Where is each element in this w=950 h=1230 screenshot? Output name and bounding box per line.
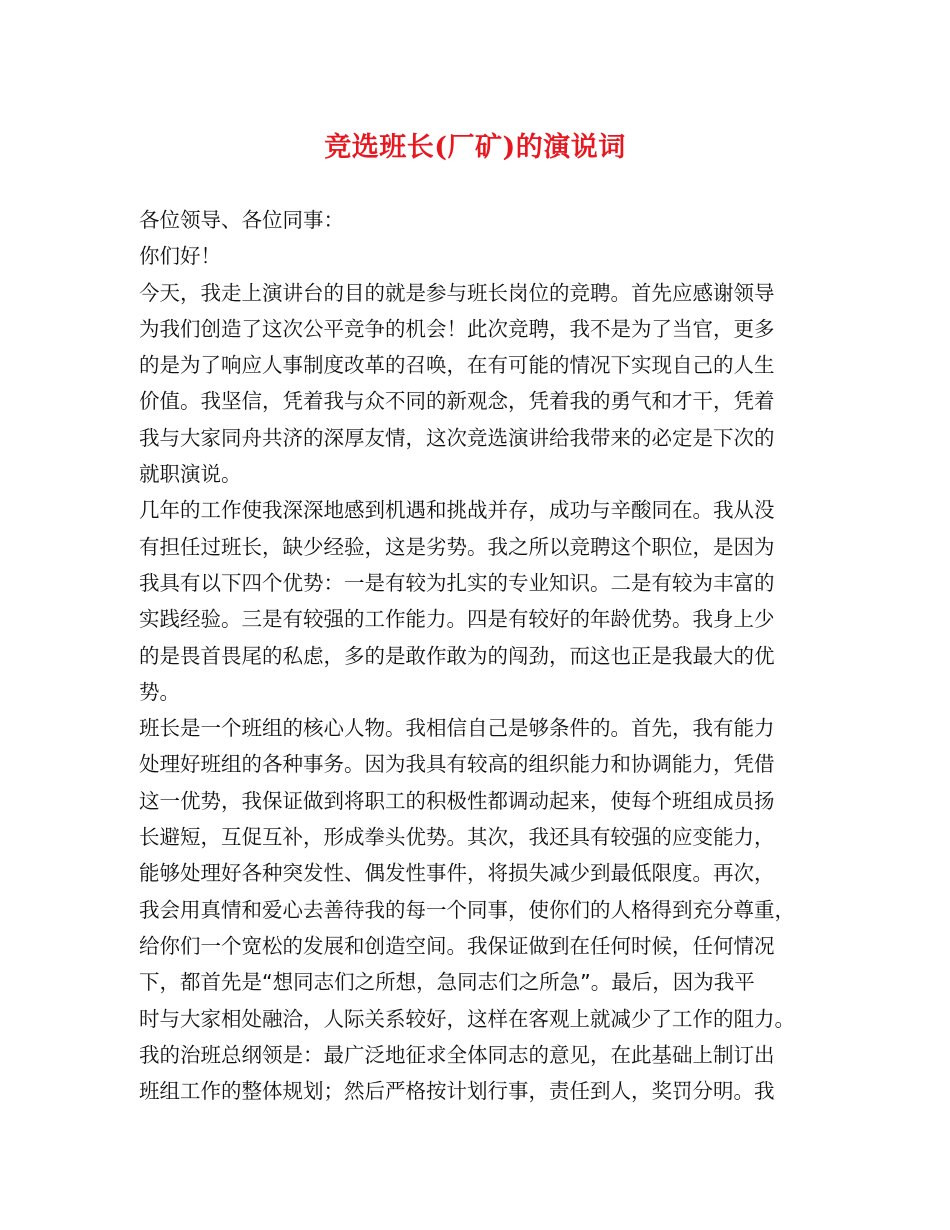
text-line: 有担任过班长，缺少经验，这是劣势。我之所以竞聘这个职位，是因为 [139,534,775,559]
text-line: 价值。我坚信，凭着我与众不同的新观念，凭着我的勇气和才干，凭着 [139,389,775,414]
text-line: 几年的工作使我深深地感到机遇和挑战并存，成功与辛酸同在。我从没 [139,498,775,523]
text-line: 我与大家同舟共济的深厚友情，这次竞选演讲给我带来的必定是下次的 [139,425,775,450]
text-line: 班长是一个班组的核心人物。我相信自己是够条件的。首先，我有能力 [139,716,775,741]
text-line: 这一优势，我保证做到将职工的积极性都调动起来，使每个班组成员扬 [139,788,775,813]
document-title: 竞选班长(厂矿)的演说词 [324,132,626,163]
text-line: 的是为了响应人事制度改革的召唤，在有可能的情况下实现自己的人生 [139,353,775,378]
text-line: 我具有以下四个优势：一是有较为扎实的专业知识。二是有较为丰富的 [139,570,775,595]
text-line: 时与大家相处融洽，人际关系较好，这样在客观上就减少了工作的阻力。 [139,1006,795,1031]
text-line: 班组工作的整体规划；然后严格按计划行事，责任到人，奖罚分明。我 [139,1079,775,1104]
text-line: 今天，我走上演讲台的目的就是参与班长岗位的竞聘。首先应感谢领导 [139,280,775,305]
text-line: 各位领导、各位同事： [139,208,344,232]
text-line: 我会用真情和爱心去善待我的每一个同事，使你们的人格得到充分尊重， [139,897,795,922]
text-line: 实践经验。三是有较强的工作能力。四是有较好的年龄优势。我身上少 [139,607,775,632]
text-line: 为我们创造了这次公平竞争的机会！此次竞聘，我不是为了当官，更多 [139,316,775,341]
document-body [139,202,839,1109]
text-line: 给你们一个宽松的发展和创造空间。我保证做到在任何时候，任何情况 [139,933,775,958]
text-line: 的是畏首畏尾的私虑，多的是敢作敢为的闯劲，而这也正是我最大的优 [139,643,775,668]
text-line: 长避短，互促互补，形成拳头优势。其次，我还具有较强的应变能力， [139,825,775,850]
text-line: 势。 [139,679,180,704]
text-line: 就职演说。 [139,462,242,487]
text-line: 下，都首先是“想同志们之所想，急同志们之所急”。最后，因为我平 [139,970,755,995]
text-line: 能够处理好各种突发性、偶发性事件，将损失减少到最低限度。再次， [139,861,775,886]
text-line: 你们好！ [139,244,221,269]
text-line: 我的治班总纲领是：最广泛地征求全体同志的意见，在此基础上制订出 [139,1042,775,1067]
text-line: 处理好班组的各种事务。因为我具有较高的组织能力和协调能力，凭借 [139,752,775,777]
